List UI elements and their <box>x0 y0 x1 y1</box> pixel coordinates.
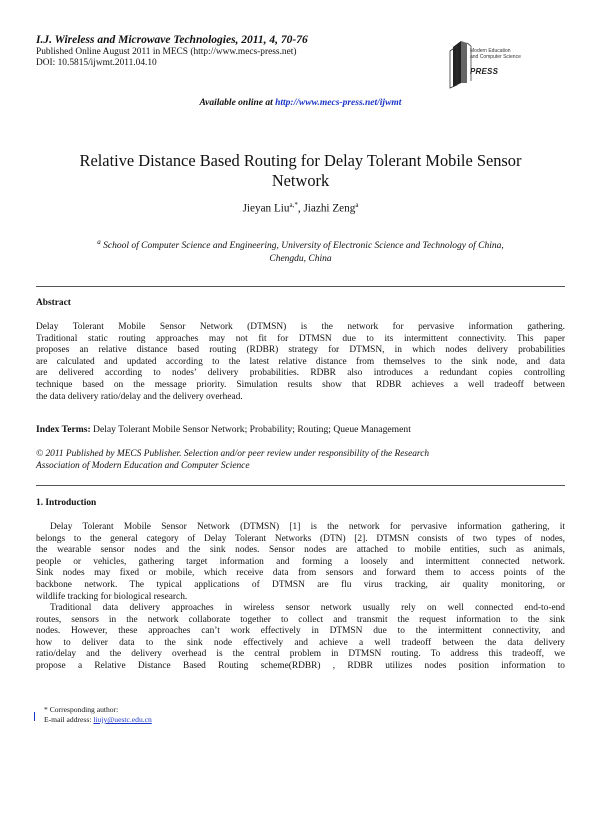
author-2-affiliation-mark: a <box>355 201 359 209</box>
authors: Jieyan Liu$^{a,*}$, Jiazhi Zeng$^a$ <box>242 201 359 215</box>
abstract-body: Delay Tolerant Mobile Sensor Network (DTMSN) is the network for pervasive information gathering. Traditional static routing approaches may not fit for DTMSN due to its intermittent connectivity. This paper proposes an relative distance based routing (RDBR) strategy for DTMSN, in which nodes delivery probabilities are calculated and updated according to the latest relative distance from themselves to the sink node, and data are delivered according to nodes’ delivery probabilities. RDBR also introduces a redundant copies controlling technique based on the message priority. Simulation results show that RDBR achieves a well tradeoff between the data delivery ratio/delay and the delivery overhead. <box>36 322 565 402</box>
logo-press-label: PRESS <box>470 67 499 76</box>
index-terms <box>36 424 411 435</box>
index-terms-label: Index Terms: <box>36 424 91 435</box>
author-1-affiliation-mark: a,* <box>289 201 298 209</box>
mecs-press-logo-icon <box>447 37 567 89</box>
publication-info: Published Online August 2011 in MECS (http://www.mecs-press.net) <box>36 47 297 57</box>
introduction-paragraph-1: Delay Tolerant Mobile Sensor Network (DTMSN) [1] is the network for pervasive information gathering, it belongs to the general category of Delay Tolerant Networks (DTN) [2]. DTMSN consists of two types of nodes, the wearable sensor nodes and the sink nodes. Sensor nodes are attached to mobile entities, such as animals, people or vehicles, gathering target information and forming a loosely and intermittent connected network. Sink nodes may fixed or mobile, which receive data from sensors and forward them to access points of the backbone network. The typical applications of DTMSN are flu virus tracking, air quality monitoring, or wildlife tracking for biological research. <box>36 522 565 602</box>
author-1: Jieyan Liu <box>242 202 290 215</box>
divider <box>36 485 565 486</box>
journal-url-link[interactable]: http://www.mecs-press.net/ijwmt <box>275 98 402 108</box>
corresponding-author-note: * Corresponding author: <box>44 705 119 714</box>
logo-text: Modern Education and Computer Science <box>470 48 521 60</box>
journal-title: I.J. Wireless and Microwave Technologies, 2011, 4, 70-76 <box>36 34 308 46</box>
available-online: Available online at http://www.mecs-press.net/ijwmt <box>199 98 402 108</box>
doi: DOI: 10.5815/ijwmt.2011.04.10 <box>36 58 157 68</box>
introduction-heading: 1. Introduction <box>36 498 97 508</box>
divider <box>36 286 565 287</box>
abstract-heading: Abstract <box>36 298 71 308</box>
email-link[interactable]: liujy@uestc.edu.cn <box>93 715 152 724</box>
change-bar <box>34 712 35 721</box>
footnote: * Corresponding author: E-mail address: liujy@uestc.edu.cn <box>44 705 152 724</box>
journal-header <box>36 34 456 69</box>
paper-title: Relative Distance Based Routing for Delay Tolerant Mobile Sensor Network <box>79 151 522 190</box>
introduction-paragraph-2: Traditional data delivery approaches in wireless sensor network usually rely on well connected end-to-end routes, sensors in the network collaborate together to collect and transmit the request information to the sink nodes. However, these approaches can’t work effectively in DTMSN due to the intermittent connectivity, and how to deliver data to the sink node effectively and achieve a well tradeoff between the data delivery ratio/delay and the delivery overhead is the central problem in DTMSN routing. To address this tradeoff, we propose a Relative Distance Based Routing scheme(RDBR) , RDBR utilizes nodes position information to <box>36 603 565 671</box>
copyright-notice: © 2011 Published by MECS Publisher. Selection and/or peer review under responsibility of the Research Association of Modern Education and Computer Science <box>36 449 430 471</box>
index-terms-text: Delay Tolerant Mobile Sensor Network; Probability; Routing; Queue Management <box>90 424 411 435</box>
affiliation: $^a$ School of Computer Science and Engineering, University of Electronic Science and Technology of China, Chengdu, China <box>97 238 504 265</box>
author-2: Jiazhi Zeng <box>303 202 356 215</box>
